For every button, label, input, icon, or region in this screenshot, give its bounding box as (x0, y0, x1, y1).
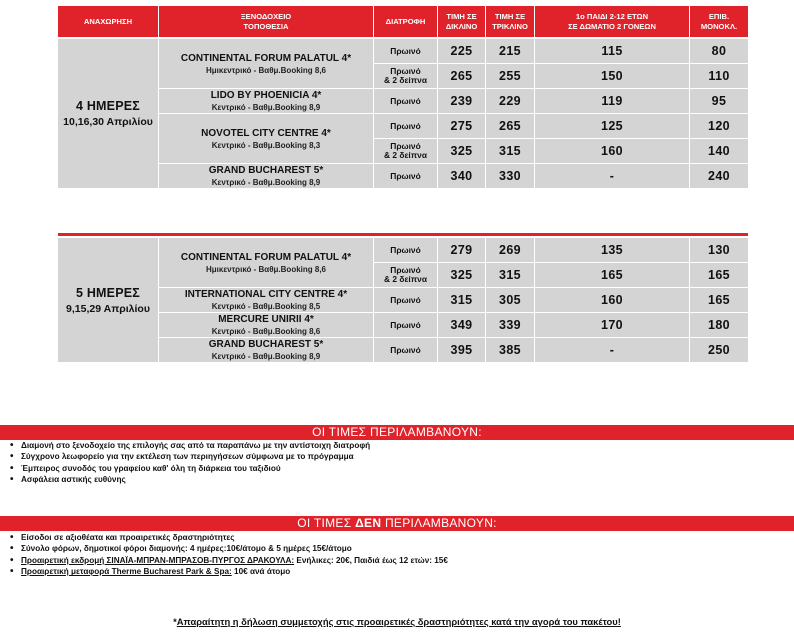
board-cell: Πρωινό (374, 288, 437, 312)
price-cell-triple: 305 (486, 288, 534, 312)
hotel-location: Κεντρικό - Βαθμ.Booking 8,3 (211, 140, 321, 150)
price-cell-triple: 315 (486, 139, 534, 163)
hotel-location: Κεντρικό - Βαθμ.Booking 8,9 (211, 178, 321, 187)
price-cell-double: 315 (438, 288, 485, 312)
price-cell-double: 325 (438, 139, 485, 163)
price-cell-triple: 255 (486, 64, 534, 88)
hotel-name: NOVOTEL CITY CENTRE 4* (201, 127, 331, 139)
includes-title: ΟΙ ΤΙΜΕΣ ΠΕΡΙΛΑΜΒΑΝΟΥΝ: (312, 425, 482, 439)
excludes-title-pre: ΟΙ ΤΙΜΕΣ (297, 516, 352, 530)
price-cell-single: 165 (690, 288, 748, 312)
hotel-cell (159, 288, 373, 312)
board-cell: Πρωινό (374, 338, 437, 362)
hotel-name: GRAND BUCHAREST 5* (208, 165, 324, 176)
hotel-location: Κεντρικό - Βαθμ.Booking 8,9 (211, 352, 321, 361)
board-cell: Πρωινό & 2 δείπνα (374, 64, 437, 88)
price-cell-child: - (535, 164, 689, 188)
duration-dates: 9,15,29 Απριλίου (66, 302, 150, 315)
price-cell-triple: 339 (486, 313, 534, 337)
hotel-name: INTERNATIONAL CITY CENTRE 4* (184, 289, 348, 300)
hotel-cell (159, 39, 373, 88)
board-cell: Πρωινό & 2 δείπνα (374, 139, 437, 163)
board-cell: Πρωινό (374, 39, 437, 63)
package-duration (58, 238, 158, 362)
header-hotel: ΞΕΝΟΔΟΧΕΙΟ ΤΟΠΟΘΕΣΙΑ (159, 6, 373, 37)
note-star: * (173, 616, 177, 627)
board-cell: Πρωινό (374, 313, 437, 337)
price-cell-child: 165 (535, 263, 689, 287)
price-cell-single: 140 (690, 139, 748, 163)
hotel-cell (159, 89, 373, 113)
price-cell-triple: 265 (486, 114, 534, 138)
package-block (58, 39, 748, 188)
excludes-item-text: Είσοδοι σε αξιοθέατα και προαιρετικές δραστηριότητες (21, 533, 235, 542)
includes-item (10, 451, 370, 463)
hotel-name: LIDO BY PHOENICIA 4* (210, 90, 322, 101)
price-cell-child: 125 (535, 114, 689, 138)
board-cell: Πρωινό (374, 238, 437, 262)
price-cell-single: 110 (690, 64, 748, 88)
price-cell-double: 349 (438, 313, 485, 337)
duration-label: 4 ΗΜΕΡΕΣ (76, 99, 140, 113)
price-cell-single: 165 (690, 263, 748, 287)
note-text: Απαραίτητη η δήλωση συμμετοχής στις προαιρετικές δραστηριότητες κατά την αγορά του πακέτου! (176, 616, 621, 627)
duration-label: 5 ΗΜΕΡΕΣ (76, 285, 140, 300)
bullet-icon: • (10, 554, 14, 566)
includes-banner (0, 425, 794, 440)
hotel-name: GRAND BUCHAREST 5* (208, 339, 324, 350)
excludes-item-text: Σύνολο φόρων, δημοτικοί φόροι διαμονής: 4 ημέρες:10€/άτομο & 5 ημέρες 15€/άτομο (21, 544, 352, 554)
price-cell-double: 279 (438, 238, 485, 262)
includes-item-text: Έμπειρος συνοδός του γραφείου καθ' όλη τη διάρκεια του ταξιδιού (21, 463, 281, 473)
price-cell-double: 395 (438, 338, 485, 362)
price-cell-triple: 315 (486, 263, 534, 287)
header-board: ΔΙΑΤΡΟΦΗ (374, 6, 437, 37)
excludes-list (8, 532, 448, 578)
bullet-icon: • (10, 532, 14, 543)
includes-item-text: Ασφάλεια αστικής ευθύνης (21, 475, 126, 485)
includes-item-text: Διαμονή στο ξενοδοχείο της επιλογής σας από τα παραπάνω με την αντίστοιχη διατροφή (21, 441, 371, 450)
price-cell-triple: 215 (486, 39, 534, 63)
bullet-icon: • (10, 440, 14, 451)
header-child: 1ο ΠΑΙΔΙ 2-12 ΕΤΩΝ ΣΕ ΔΩΜΑΤΙΟ 2 ΓΟΝΕΩΝ (535, 6, 689, 37)
price-cell-single: 180 (690, 313, 748, 337)
price-cell-single: 130 (690, 238, 748, 262)
price-cell-double: 340 (438, 164, 485, 188)
price-cell-triple: 269 (486, 238, 534, 262)
excludes-item (10, 532, 448, 543)
price-cell-single: 95 (690, 89, 748, 113)
package-separator (58, 233, 748, 236)
hotel-location: Κεντρικό - Βαθμ.Booking 8,9 (211, 103, 321, 112)
duration-dates: 10,16,30 Απριλίου (63, 116, 153, 128)
includes-item (10, 474, 370, 486)
bullet-icon: • (10, 566, 14, 578)
header-single: ΕΠΙΒ. ΜΟΝΟΚΛ. (690, 6, 748, 37)
price-cell-child: 160 (535, 288, 689, 312)
excludes-title-post: ΠΕΡΙΛΑΜΒΑΝΟΥΝ: (384, 516, 497, 530)
header-triple: ΤΙΜΗ ΣΕ ΤΡΙΚΛΙΝΟ (486, 6, 534, 37)
bullet-icon: • (10, 543, 14, 555)
bullet-icon: • (10, 474, 14, 486)
price-cell-child: 119 (535, 89, 689, 113)
price-cell-single: 250 (690, 338, 748, 362)
price-cell-single: 120 (690, 114, 748, 138)
includes-item-text: Σύγχρονο λεωφορείο για την εκτέλεση των περιηγήσεων σύμφωνα με το πρόγραμμα (21, 452, 354, 462)
hotel-cell (159, 338, 373, 362)
excludes-item (10, 566, 448, 578)
package-duration (58, 39, 158, 188)
price-cell-child: - (535, 338, 689, 362)
excludes-title-bold: ΔΕΝ (355, 516, 382, 530)
excludes-banner (0, 516, 794, 531)
hotel-location: Ημικεντρικό - Βαθμ.Booking 8,6 (205, 264, 326, 274)
package-block (58, 238, 748, 362)
price-cell-double: 225 (438, 39, 485, 63)
bullet-icon: • (10, 462, 14, 474)
includes-item (10, 462, 370, 474)
excludes-item-link: Προαιρετική εκδρομή ΣΙΝΑΪΑ-ΜΠΡΑΝ-ΜΠΡΑΣΟΒ-ΠΥΡΓΟΣ ΔΡΑΚΟΥΛΑ: (21, 555, 295, 565)
price-cell-double: 239 (438, 89, 485, 113)
hotel-location: Ημικεντρικό - Βαθμ.Booking 8,6 (205, 65, 326, 75)
hotel-cell (159, 238, 373, 287)
board-cell: Πρωινό (374, 89, 437, 113)
board-cell: Πρωινό (374, 114, 437, 138)
mandatory-note (0, 616, 794, 627)
hotel-cell (159, 114, 373, 163)
excludes-item-text: Ενήλικες: 20€, Παιδιά έως 12 ετών: 15€ (294, 555, 448, 565)
price-cell-double: 275 (438, 114, 485, 138)
price-cell-triple: 330 (486, 164, 534, 188)
price-cell-child: 115 (535, 39, 689, 63)
hotel-cell (159, 164, 373, 188)
hotel-name: CONTINENTAL FORUM PALATUL 4* (180, 251, 352, 263)
price-cell-child: 150 (535, 64, 689, 88)
includes-item (10, 440, 371, 451)
header-departure: ΑΝΑΧΩΡΗΣΗ (58, 6, 158, 37)
includes-list (8, 440, 370, 486)
hotel-name: MERCURE UNIRII 4* (218, 314, 314, 325)
hotel-name: CONTINENTAL FORUM PALATUL 4* (180, 52, 352, 64)
header-double: ΤΙΜΗ ΣΕ ΔΙΚΛΙΝΟ (438, 6, 485, 37)
price-cell-triple: 229 (486, 89, 534, 113)
excludes-item (10, 543, 448, 555)
price-cell-child: 170 (535, 313, 689, 337)
hotel-cell (159, 313, 373, 337)
board-cell: Πρωινό (374, 164, 437, 188)
excludes-item-link: Προαιρετική μεταφορά Therme Bucharest Park & Spa: (21, 567, 232, 577)
hotel-location: Κεντρικό - Βαθμ.Booking 8,6 (211, 327, 321, 336)
price-cell-double: 265 (438, 64, 485, 88)
board-cell: Πρωινό & 2 δείπνα (374, 263, 437, 287)
price-cell-double: 325 (438, 263, 485, 287)
price-cell-single: 240 (690, 164, 748, 188)
price-cell-single: 80 (690, 39, 748, 63)
excludes-item-text: 10€ ανά άτομο (231, 567, 291, 577)
price-cell-triple: 385 (486, 338, 534, 362)
hotel-location: Κεντρικό - Βαθμ.Booking 8,5 (211, 302, 321, 311)
price-cell-child: 135 (535, 238, 689, 262)
price-cell-child: 160 (535, 139, 689, 163)
excludes-item (10, 554, 448, 566)
bullet-icon: • (10, 451, 14, 463)
